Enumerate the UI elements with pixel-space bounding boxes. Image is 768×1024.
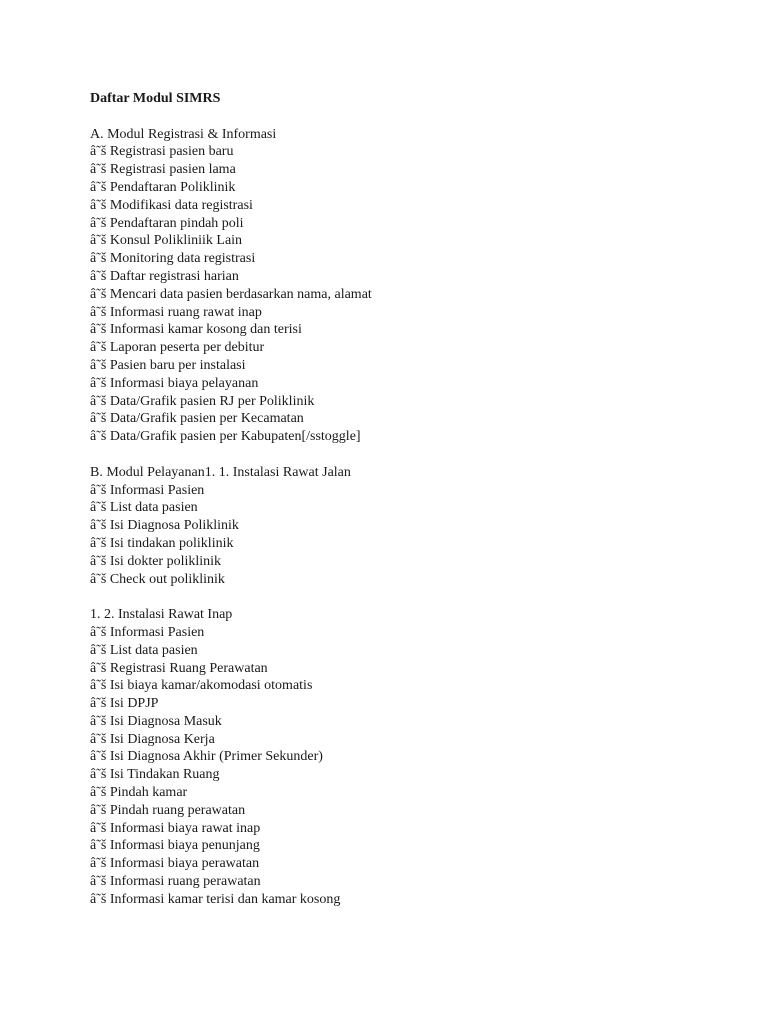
- module-item: â˜š Pendaftaran pindah poli: [90, 215, 244, 231]
- section-heading: B. Modul Pelayanan1. 1. Instalasi Rawat Jalan: [90, 464, 351, 480]
- module-item: â˜š Isi Diagnosa Masuk: [90, 713, 222, 729]
- module-item: â˜š Isi Diagnosa Poliklinik: [90, 518, 239, 534]
- module-item: â˜š Informasi biaya pelayanan: [90, 375, 259, 391]
- module-item: â˜š Informasi ruang rawat inap: [90, 304, 262, 320]
- module-sections: [90, 126, 730, 909]
- module-item: â˜š Informasi ruang perawatan: [90, 874, 261, 890]
- module-section: [90, 126, 730, 446]
- module-item: â˜š Isi Tindakan Ruang: [90, 767, 220, 783]
- module-item: â˜š Check out poliklinik: [90, 571, 225, 587]
- module-section: [90, 606, 730, 909]
- module-item-list: [90, 482, 730, 589]
- module-section: [90, 464, 730, 589]
- module-item: â˜š Pindah kamar: [90, 785, 188, 801]
- module-item: â˜š Modifikasi data registrasi: [90, 197, 253, 213]
- module-item: â˜š Data/Grafik pasien RJ per Poliklinik: [90, 393, 315, 409]
- module-item: â˜š Informasi biaya penunjang: [90, 838, 260, 854]
- module-item: â˜š Registrasi pasien baru: [90, 144, 234, 160]
- module-item: â˜š Mencari data pasien berdasarkan nama, alamat: [90, 286, 372, 302]
- module-item: â˜š Registrasi Ruang Perawatan: [90, 660, 268, 676]
- module-item: â˜š Laporan peserta per debitur: [90, 340, 265, 356]
- module-item: â˜š List data pasien: [90, 642, 198, 658]
- document-title: Daftar Modul SIMRS: [90, 91, 221, 106]
- module-item: â˜š Monitoring data registrasi: [90, 251, 256, 267]
- module-item: â˜š Daftar registrasi harian: [90, 268, 239, 284]
- module-item: â˜š List data pasien: [90, 500, 198, 516]
- module-item: â˜š Informasi biaya rawat inap: [90, 820, 261, 836]
- module-item: â˜š Pasien baru per instalasi: [90, 357, 246, 373]
- module-item: â˜š Isi biaya kamar/akomodasi otomatis: [90, 678, 313, 694]
- document-page: [90, 90, 730, 926]
- module-item: â˜š Informasi biaya perawatan: [90, 856, 260, 872]
- module-item: â˜š Registrasi pasien lama: [90, 162, 236, 178]
- section-heading: A. Modul Registrasi & Informasi: [90, 126, 277, 142]
- module-item: â˜š Isi DPJP: [90, 696, 159, 712]
- module-item: â˜š Pendaftaran Poliklinik: [90, 179, 236, 195]
- module-item-list: [90, 624, 730, 909]
- module-item: â˜š Informasi Pasien: [90, 482, 205, 498]
- module-item: â˜š Isi Diagnosa Kerja: [90, 731, 215, 747]
- module-item: â˜š Isi Diagnosa Akhir (Primer Sekunder): [90, 749, 323, 765]
- module-item: â˜š Informasi kamar kosong dan terisi: [90, 322, 302, 338]
- module-item: â˜š Isi dokter poliklinik: [90, 553, 222, 569]
- module-item: â˜š Data/Grafik pasien per Kabupaten[/sstoggle]: [90, 429, 361, 445]
- module-item: â˜š Pindah ruang perawatan: [90, 802, 246, 818]
- module-item: â˜š Konsul Polikliniik Lain: [90, 233, 243, 249]
- module-item: â˜š Data/Grafik pasien per Kecamatan: [90, 411, 304, 427]
- module-item-list: [90, 143, 730, 446]
- section-heading: 1. 2. Instalasi Rawat Inap: [90, 607, 233, 623]
- module-item: â˜š Isi tindakan poliklinik: [90, 535, 234, 551]
- module-item: â˜š Informasi Pasien: [90, 624, 205, 640]
- module-item: â˜š Informasi kamar terisi dan kamar kosong: [90, 891, 341, 907]
